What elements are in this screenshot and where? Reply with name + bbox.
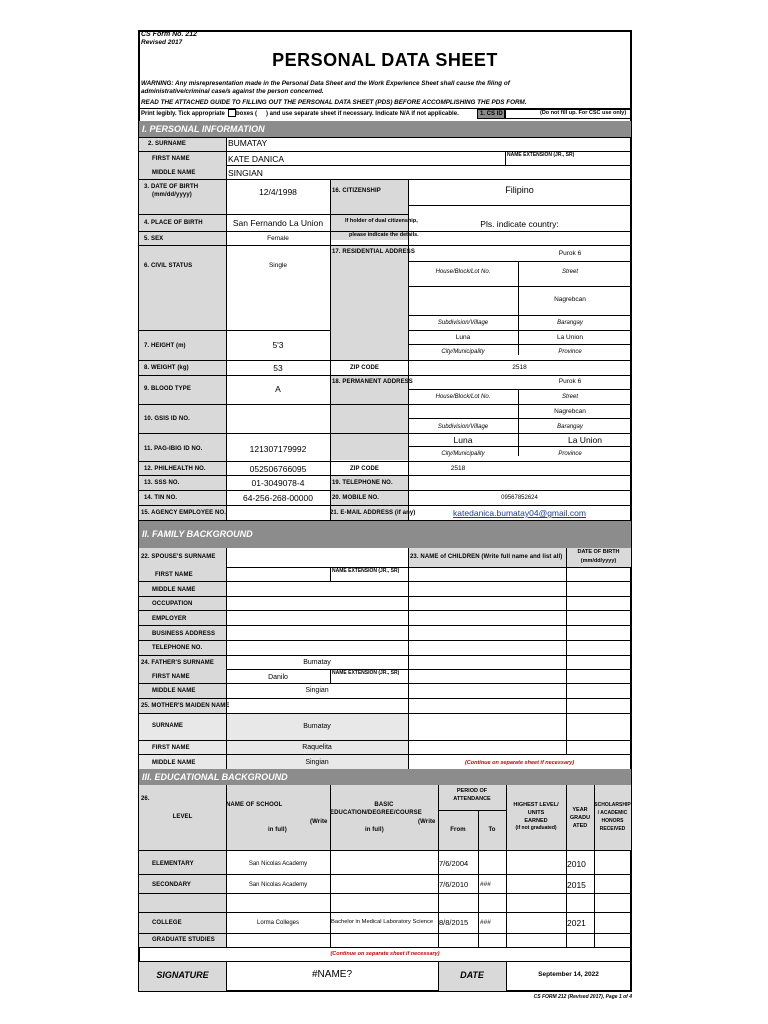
surname-label: 2. SURNAME	[148, 141, 187, 147]
highest-level-header-3: EARNED	[524, 818, 548, 824]
highest-level-header-2: UNITS	[527, 810, 545, 816]
education-continue-note: (Continue on separate sheet if necessary)	[330, 951, 440, 957]
perm-house-label: House/Block/Lot No.	[435, 394, 491, 400]
perm-province-label: Province	[558, 451, 582, 457]
print-instruction-c: ) and use separate sheet if necessary. Indicate N/A if not applicable.	[266, 111, 459, 117]
from-header: From	[450, 827, 466, 833]
edu-row-from[interactable]: 8/8/2015	[439, 918, 469, 927]
course-write-full-b: in full)	[365, 827, 384, 833]
middle-name-label: MIDDLE NAME	[152, 170, 196, 176]
father-first-name-label: FIRST NAME	[152, 674, 190, 680]
year-graduated-header-2: GRADU	[569, 815, 591, 821]
sss-label: 13. SSS NO.	[144, 480, 180, 486]
first-name-value[interactable]: KATE DANICA	[228, 154, 285, 164]
warning-line-2: administrative/criminal case/s against the person concerned.	[141, 88, 324, 95]
perm-barangay-value[interactable]: Nagrebcan	[554, 408, 586, 415]
father-surname-label: 24. FATHER'S SURNAME	[141, 660, 214, 666]
mother-first-name-label: FIRST NAME	[152, 745, 190, 751]
email-label: 21. E-MAIL ADDRESS (if any)	[330, 510, 416, 516]
res-province-value[interactable]: La Union	[556, 334, 584, 341]
business-address-label: BUSINESS ADDRESS	[152, 631, 216, 637]
mobile-value[interactable]: 09567852624	[501, 495, 538, 501]
perm-house-value[interactable]: Purok 6	[558, 378, 582, 385]
father-first-name-value[interactable]: Danilo	[268, 674, 288, 681]
year-graduated-header-3: ATED	[572, 823, 588, 829]
highest-level-header-1: HIGHEST LEVEL/	[513, 802, 559, 808]
page-title: PERSONAL DATA SHEET	[272, 50, 498, 70]
perm-province-value[interactable]: La Union	[567, 435, 603, 445]
honors-header-1: SCHOLARSHIP	[594, 802, 631, 808]
res-city-label: City/Municipality	[441, 349, 485, 355]
section-personal-information: I. PERSONAL INFORMATION	[139, 121, 631, 137]
edu-row-school[interactable]: San Nicolas Academy	[248, 882, 308, 888]
tin-label: 14. TIN NO.	[144, 495, 178, 501]
perm-subdivision-label: Subdivision/Village	[437, 424, 489, 430]
res-house-label: House/Block/Lot No.	[435, 269, 491, 275]
checkbox-sample-icon	[228, 109, 236, 117]
email-value[interactable]: katedanica.bumatay04@gmail.com	[453, 508, 586, 518]
father-name-ext-label: NAME EXTENSION (JR., SR)	[332, 670, 400, 676]
edu-row-from[interactable]: 7/6/2004	[439, 859, 469, 868]
csc-use-note: (Do not fill up. For CSC use only)	[540, 110, 627, 116]
height-label: 7. HEIGHT (m)	[144, 343, 186, 349]
res-barangay-label: Barangay	[557, 320, 583, 326]
father-surname-value[interactable]: Bumatay	[303, 659, 331, 666]
place-of-birth-label: 4. PLACE OF BIRTH	[144, 220, 203, 226]
cs-id-label: 1. CS ID	[480, 111, 503, 117]
school-name-header: NAME OF SCHOOL	[226, 802, 283, 808]
edu-row-course[interactable]: Bachelor in Medical Laboratory Science	[331, 919, 434, 925]
mother-surname-label: SURNAME	[152, 723, 184, 729]
first-name-label: FIRST NAME	[152, 156, 190, 162]
edu-row-level: SECONDARY	[152, 882, 192, 888]
date-label: DATE	[460, 970, 484, 980]
period-header-2: ATTENDANCE	[453, 796, 491, 802]
spouse-surname-label: 22. SPOUSE'S SURNAME	[141, 554, 216, 560]
gsis-label: 10. GSIS ID NO.	[144, 416, 190, 422]
blood-type-value[interactable]: A	[275, 384, 281, 394]
name-extension-label: NAME EXTENSION (JR., SR)	[507, 152, 575, 158]
tin-value[interactable]: 64-256-268-00000	[243, 493, 313, 503]
family-continue-note: (Continue on separate sheet if necessary)	[464, 760, 575, 766]
sex-value[interactable]: Female	[267, 235, 289, 242]
sss-value[interactable]: 01-3049078-4	[251, 478, 305, 488]
philhealth-label: 12. PHILHEALTH NO.	[144, 466, 206, 472]
mother-first-name-value[interactable]: Raquelita	[302, 744, 332, 751]
perm-barangay-label: Barangay	[557, 424, 583, 430]
father-middle-name-value[interactable]: Singian	[305, 687, 329, 694]
weight-label: 8. WEIGHT (kg)	[144, 365, 189, 371]
edu-row-from[interactable]: 7/6/2010	[439, 880, 469, 889]
honors-header-4: RECEIVED	[599, 826, 626, 832]
res-province-label: Province	[558, 349, 582, 355]
edu-row-year[interactable]: 2021	[567, 918, 586, 928]
spouse-first-name-label: FIRST NAME	[155, 572, 193, 578]
pagibig-label: 11. PAG-IBIG ID NO.	[144, 446, 203, 452]
res-house-value[interactable]: Purok 6	[558, 250, 582, 257]
civil-status-value[interactable]: Single	[268, 262, 288, 269]
mobile-label: 20. MOBILE NO.	[332, 495, 380, 501]
edu-row-level: GRADUATE STUDIES	[152, 937, 215, 943]
highest-level-header-4: (if not graduated)	[515, 825, 557, 831]
perm-city-value[interactable]: Luna	[453, 435, 473, 445]
signature-field[interactable]: #NAME?	[311, 969, 352, 980]
citizenship-value[interactable]: Filipino	[505, 185, 534, 195]
occupation-label: OCCUPATION	[152, 601, 193, 607]
edu-row-level: COLLEGE	[152, 920, 182, 926]
edu-row-school[interactable]: San Nicolas Academy	[248, 861, 308, 867]
edu-row-school[interactable]: Lorma Colleges	[256, 920, 300, 926]
mother-middle-name-value[interactable]: Singian	[305, 759, 329, 766]
perm-zip-value[interactable]: 2518	[450, 465, 466, 472]
edu-row-level: ELEMENTARY	[152, 861, 194, 867]
sex-label: 5. SEX	[144, 236, 164, 242]
honors-header-3: HONORS	[601, 818, 624, 824]
to-header: To	[488, 827, 496, 833]
perm-zip-label: ZIP CODE	[350, 466, 380, 472]
course-header-1: BASIC	[374, 802, 394, 808]
print-instruction-a: Print legibly. Tick appropriate	[141, 111, 225, 117]
edu-row-year[interactable]: 2010	[567, 859, 586, 869]
section-educational-background: III. EDUCATIONAL BACKGROUND	[139, 769, 631, 785]
print-instruction-b: boxes (	[236, 111, 258, 117]
telephone-label: 19. TELEPHONE NO.	[332, 480, 393, 486]
form-revision: Revised 2017	[141, 39, 183, 46]
edu-row-to[interactable]: ###	[480, 919, 491, 926]
residential-address-label: 17. RESIDENTIAL ADDRESS	[332, 249, 415, 255]
course-header-2: EDUCATION/DEGREE/COURSE	[330, 810, 422, 816]
mother-surname-value[interactable]: Bumatay	[303, 723, 331, 730]
child-dob-format: (mm/dd/yyyy)	[580, 558, 617, 564]
school-write-full-a: (Write	[310, 819, 328, 825]
edu-row-to[interactable]: ###	[480, 881, 491, 888]
mother-middle-name-label: MIDDLE NAME	[152, 760, 196, 766]
spouse-middle-name-label: MIDDLE NAME	[152, 587, 196, 593]
surname-value[interactable]: BUMATAY	[228, 138, 268, 148]
course-write-full-a: (Write	[418, 819, 436, 825]
spouse-name-ext-label: NAME EXTENSION (JR., SR)	[332, 568, 400, 574]
res-zip-value[interactable]: 2518	[512, 364, 527, 371]
citizenship-label: 16. CITIZENSHIP	[332, 188, 381, 194]
date-value[interactable]: September 14, 2022	[538, 971, 599, 978]
height-value[interactable]: 5'3	[272, 340, 284, 350]
education-number: 26.	[141, 796, 150, 802]
pagibig-value[interactable]: 121307179992	[249, 444, 307, 454]
res-street-label: Street	[561, 269, 578, 275]
period-header-1: PERIOD OF	[456, 788, 488, 794]
mother-maiden-name-label: 25. MOTHER'S MAIDEN NAME	[141, 703, 230, 709]
honors-header-2: / ACADEMIC	[597, 810, 628, 816]
dob-value[interactable]: 12/4/1998	[259, 187, 297, 197]
philhealth-value[interactable]: 052506766095	[249, 464, 307, 474]
indicate-country-label: Pls. indicate country:	[480, 219, 559, 229]
level-header: LEVEL	[172, 814, 193, 820]
father-middle-name-label: MIDDLE NAME	[152, 688, 196, 694]
read-guide-note: READ THE ATTACHED GUIDE TO FILLING OUT THE PERSONAL DATA SHEET (PDS) BEFORE ACCOMPLISHING THE PDS FORM.	[141, 99, 527, 106]
blood-type-label: 9. BLOOD TYPE	[144, 386, 191, 392]
dob-label: 3. DATE OF BIRTH	[144, 184, 199, 190]
form-number: CS Form No. 212	[141, 31, 198, 38]
child-dob-label: DATE OF BIRTH	[577, 549, 620, 555]
perm-street-label: Street	[561, 394, 578, 400]
res-subdivision-label: Subdivision/Village	[437, 320, 489, 326]
employer-label: EMPLOYER	[152, 616, 187, 622]
dual-citizenship-note-1: If holder of dual citizenship,	[345, 218, 418, 224]
place-of-birth-value[interactable]: San Fernando La Union	[232, 218, 324, 228]
permanent-address-label: 18. PERMANENT ADDRESS	[332, 379, 413, 385]
school-write-full-b: in full)	[268, 827, 287, 833]
res-barangay-value[interactable]: Nagrebcan	[554, 296, 586, 303]
section-family-background: II. FAMILY BACKGROUND	[139, 521, 631, 548]
dob-format: (mm/dd/yyyy)	[152, 192, 192, 198]
dual-citizenship-note-2: please indicate the details.	[349, 232, 419, 238]
res-city-value[interactable]: Luna	[455, 334, 471, 341]
warning-line-1: WARNING: Any misrepresentation made in the Personal Data Sheet and the Work Experience Sheet shall cause the filing of	[141, 80, 510, 87]
middle-name-value[interactable]: SINGIAN	[228, 168, 263, 178]
signature-label: SIGNATURE	[156, 970, 209, 980]
civil-status-label: 6. CIVIL STATUS	[144, 263, 193, 269]
weight-value[interactable]: 53	[273, 363, 283, 373]
year-graduated-header-1: YEAR	[572, 807, 588, 813]
children-label: 23. NAME of CHILDREN (Write full name and list all)	[410, 554, 563, 560]
perm-city-label: City/Municipality	[441, 451, 485, 457]
spouse-telephone-label: TELEPHONE NO.	[152, 645, 203, 651]
edu-row-year[interactable]: 2015	[567, 880, 586, 890]
form-reference: CS FORM 212 (Revised 2017), Page 1 of 4	[533, 994, 632, 1000]
agency-employee-label: 15. AGENCY EMPLOYEE NO.	[141, 510, 226, 516]
res-zip-label: ZIP CODE	[350, 365, 380, 371]
